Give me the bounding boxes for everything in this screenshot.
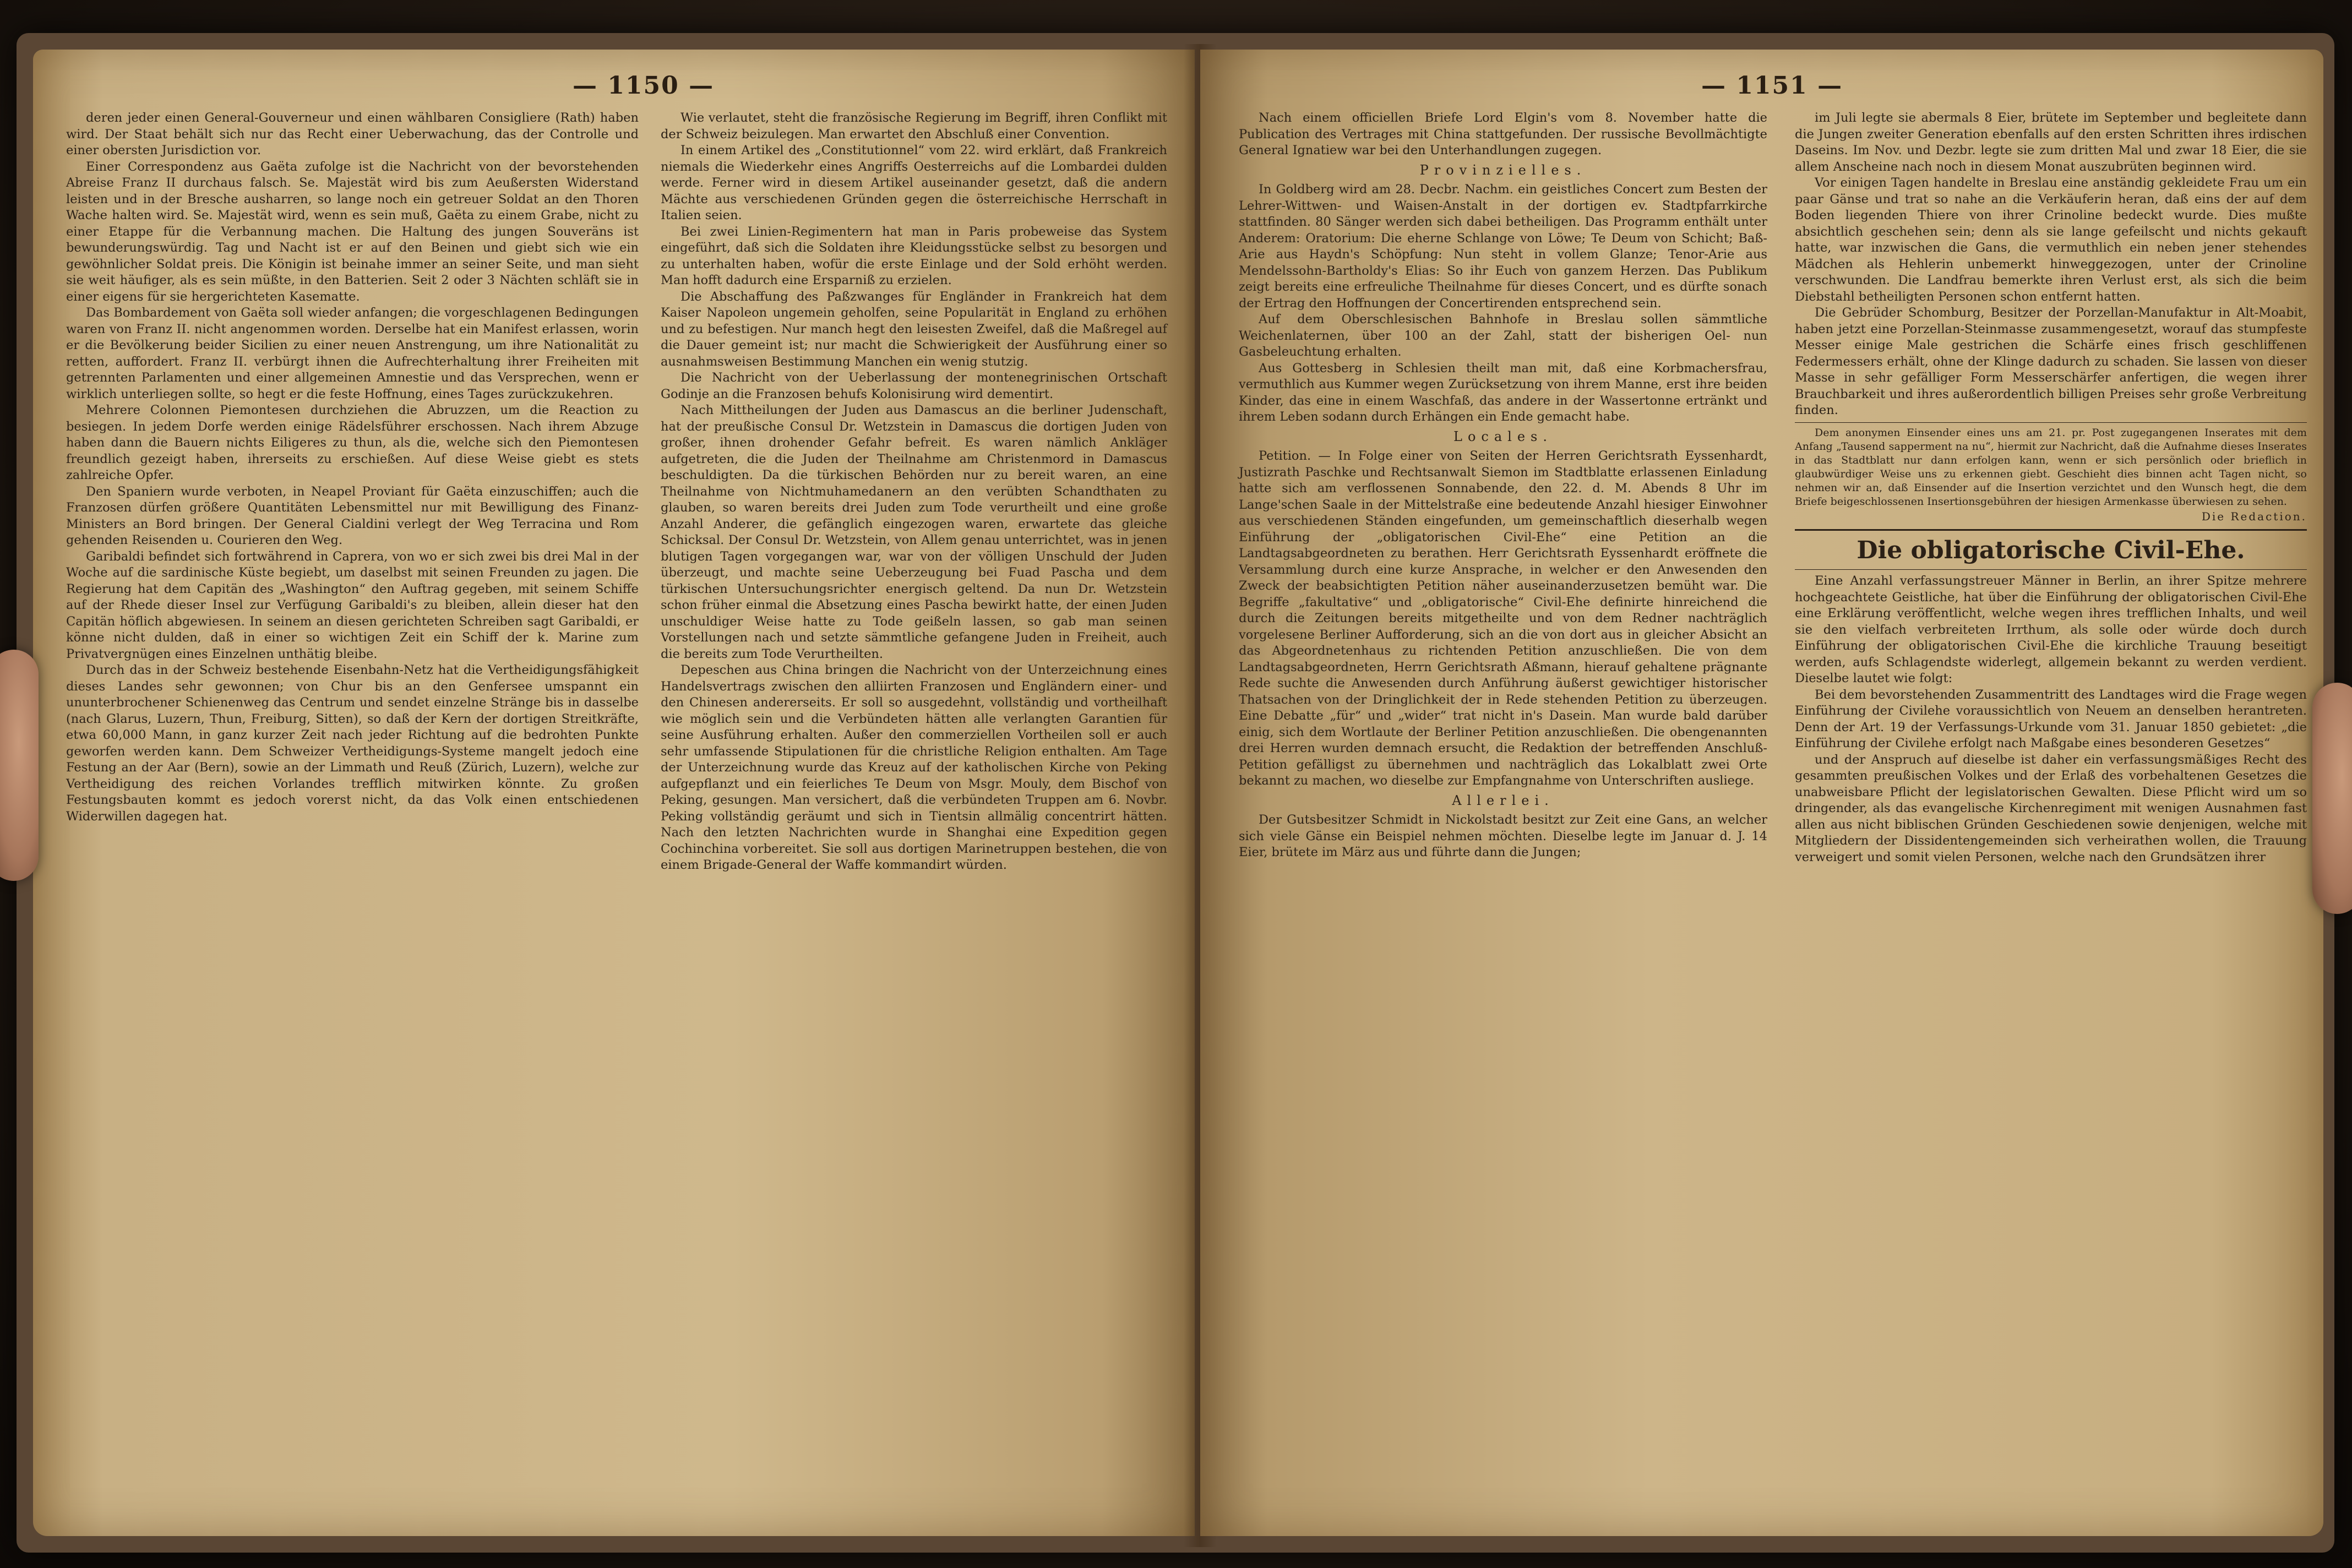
paragraph: deren jeder einen General-Gouverneur und einen wählbaren Consigliere (Rath) haben wird. Der Staat behält sich nur das Recht einer Ueberwachung, das der Controlle und einer obersten Jurisdiction vor.: [66, 111, 639, 157]
paragraph: Den Spaniern wurde verboten, in Neapel Proviant für Gaëta einzuschiffen; auch die Franzosen dürfen größere Quantitäten Lebensmittel nur mit Bewilligung des Finanz-Ministers an Bord bringen. Der General Cialdini verlegt der Weg Terracina und Rom gehenden Reisenden u. Courieren den Weg.: [66, 484, 639, 547]
right-column-2: [1795, 110, 2307, 865]
paragraph: Einer Correspondenz aus Gaëta zufolge ist die Nachricht von der bevorstehenden Abreise Franz II durchaus falsch. Se. Majestät wird bis zum Aeußersten Widerstand leisten und in der Bresche ausharren, so lange noch ein getreuer Soldat an den Thoren Wache halten wird. Se. Majestät wird, wenn es sein muß, Gaëta zu einem Grabe, nicht zu einer Etappe für die Verbannung machen. Die Haltung des jungen Souveräns ist bewunderungswürdig. Tag und Nacht ist er auf den Beinen und giebt sich wie ein gewöhnlicher Soldat preis. Die Königin ist beinahe immer an seiner Seite, und man sieht sie weit häufiger, als es sein müßte, in den Batterien. Seit 2 oder 3 Nächten schläft sie in einer eigens für sie hergerichteten Kasematte.: [66, 159, 639, 304]
divider: [1795, 422, 2307, 423]
paragraph: Aus Gottesberg in Schlesien theilt man mit, daß eine Korbmachersfrau, vermuthlich aus Kummer wegen Zurücksetzung von ihrem Manne, erst ihre beiden Kinder, das eine in einem Waschfaß, das andere in der Wassertonne ertränkt und ihrem Leben sodann durch Erhängen ein Ende gemacht habe.: [1239, 361, 1767, 424]
right-column-1: [1239, 110, 1767, 861]
paragraph: Die Nachricht von der Ueberlassung der montenegrinischen Ortschaft Godinje an die Franzosen behufs Kolonisirung wird dementirt.: [661, 371, 1167, 401]
paragraph: Depeschen aus China bringen die Nachricht von der Unterzeichnung eines Handelsvertrags zwischen den alliirten Franzosen und Engländern einer- und den Chinesen andererseits. Er soll so ausgedehnt, vollständig und vortheilhaft wie möglich sein und die Verbündeten hätten alle verlangten Garantien für seine Ausführung erhalten. Außer den commerziellen Vortheilen soll er auch sehr umfassende Stipulationen für die christliche Religion enthalten. Am Tage der Unterzeichnung wurde das Kreuz auf der katholischen Kirche von Peking aufgepflanzt und ein feierliches Te Deum von Msgr. Mouly, dem Bischof von Peking, gesungen. Man versichert, daß die verbündeten Truppen am 6. Novbr. Peking vollständig geräumt und sich in Tientsin allmälig concentrirt hätten. Nach den letzten Nachrichten wurde in Shanghai eine Expedition gegen Cochinchina vorbereitet. Sie soll aus dortigen Marinetruppen bestehen, die von einem Brigade-General der Waffe kommandirt würden.: [661, 663, 1167, 872]
paragraph: Wie verlautet, steht die französische Regierung im Begriff, ihren Conflikt mit der Schweiz beizulegen. Man erwartet den Abschluß einer Convention.: [661, 111, 1167, 141]
paragraph: Bei zwei Linien-Regimentern hat man in Paris probeweise das System eingeführt, daß sich die Soldaten ihre Kleidungsstücke selbst zu besorgen und zu unterhalten haben, wofür die erste Einlage und der Sold erhöht werden. Man hofft dadurch eine Ersparniß zu erzielen.: [661, 224, 1167, 287]
paragraph: Durch das in der Schweiz bestehende Eisenbahn-Netz hat die Vertheidigungsfähigkeit dieses Landes sehr gewonnen; von Chur bis an den Genfersee umspannt ein ununterbrochener Schienenweg das Centrum und sendet einzelne Stränge bis in dasselbe (nach Glarus, Luzern, Thun, Freiburg, Sitten), so daß der Kern der dortigen Streitkräfte, etwa 60,000 Mann, in ganz kurzer Zeit nach jeder Richtung auf die bedrohten Punkte geworfen werden kann. Dem Schweizer Vertheidigungs-Systeme mangelt jedoch eine Festung an der Aar (Bern), sowie an der Limmath und Reuß (Zürich, Luzern), welche zur Vertheidigung des reichen Vorlandes trefflich mitwirken könnte. Zu großen Festungsbauten kommt es jedoch vorerst nicht, da das Volk einen entschiedenen Widerwillen dagegen hat.: [66, 663, 639, 824]
left-column-1: [66, 110, 639, 825]
paragraph: In einem Artikel des „Constitutionnel“ vom 22. wird erklärt, daß Frankreich niemals die Wiederkehr eines Angriffs Oesterreichs auf die Lombardei dulden werde. Ferner wird in diesem Artikel auseinander gesetzt, daß die andern Mächte aus verschiedenen Gründen gegen die österreichische Herrschaft in Italien seien.: [661, 143, 1167, 222]
page-number-right: — 1151 —: [1701, 72, 1843, 100]
paragraph: Auf dem Oberschlesischen Bahnhofe in Breslau sollen sämmtliche Weichenlaternen, über 100 an der Zahl, statt der bisherigen Oel- nun Gasbeleuchtung erhalten.: [1239, 312, 1767, 359]
left-page: [33, 50, 1195, 1536]
paragraph: Nach einem officiellen Briefe Lord Elgin's vom 8. November hatte die Publication des Vertrages mit China stattgefunden. Der russische Bevollmächtigte General Ignatiew war bei den Unterhandlungen zugegen.: [1239, 111, 1767, 157]
left-column-2: [661, 110, 1167, 874]
section-heading-provinzielles: Provinzielles.: [1419, 162, 1587, 178]
editorial-notice: Dem anonymen Einsender eines uns am 21. pr. Post zugegangenen Inserates mit dem Anfang „Tausend sapperment na nu“, hiermit zur Nachricht, daß die Aufnahme dieses Inserates in das Stadtblatt nur dann erfolgen kann, wenn er sich persönlich oder brieflich in glaubwürdiger Weise uns zu erkennen giebt. Geschieht dies binnen acht Tagen nicht, so nehmen wir an, daß Einsender auf die Insertion verzichtet und den Wunsch hegt, die dem Briefe beigeschlossenen Insertionsgebühren der hiesigen Armenkasse überwiesen zu sehen.: [1795, 426, 2307, 508]
section-heading-allerlei: Allerlei.: [1452, 792, 1554, 808]
page-number-left: — 1150 —: [573, 72, 715, 100]
editorial-signature: Die Redaction.: [2201, 509, 2307, 523]
paragraph: Die Gebrüder Schomburg, Besitzer der Porzellan-Manufaktur in Alt-Moabit, haben jetzt eine Porzellan-Steinmasse zusammengesetzt, worauf das stumpfeste Messer einige Male gestrichen die Schärfe eines frisch geschliffenen Federmessers erhält, ohne der Klinge dadurch zu schaden. Sie lassen von dieser Masse in sehr gefälliger Form Messerschärfer anfertigen, die wegen ihrer Brauchbarkeit und ihres außerordentlich billigen Preises sehr große Verbreitung finden.: [1795, 306, 2307, 417]
right-thumb: [2312, 683, 2352, 914]
paragraph: Petition. — In Folge einer von Seiten der Herren Gerichtsrath Eyssenhardt, Justizrath Paschke und Rechtsanwalt Siemon im Stadtblatte erlassenen Einladung hatte sich am verflossenen Sonnabende, den 22. d. M. Abends 8 Uhr im Lange'schen Saale in der Mittelstraße eine bedeutende Anzahl hiesiger Einwohner aus verschiedenen Ständen eingefunden, um gemeinschaftlich dieserhalb wegen Einführung der „obligatorischen Civil-Ehe“ eine Petition an die Landtagsabgeordneten zu berathen. Herr Gerichtsrath Eyssenhardt eröffnete die Versammlung durch eine kurze Ansprache, in welcher er den Anwesenden den Zweck der beabsichtigten Petition näher auseinanderzusetzen bemüht war. Die Begriffe „fakultative“ und „obligatorische“ Civil-Ehe definirte hinreichend die durch die Zeitungen bereits mitgetheilte und von dem Redner nachträglich vorgelesene Berliner Aufforderung, sich an die von dort aus in gleicher Absicht an das Abgeordnetenhaus zu richtenden Petition anzuschließen. Die von dem Landtagsabgeordneten, Herrn Gerichtsrath Aßmann, hierauf gehaltene prägnante Rede suchte die Anwesenden durch Anführung äußerst gewichtiger historischer Thatsachen von der Dringlichkeit der in Rede stehenden Petition zu überzeugen. Eine Debatte „für“ und „wider“ trat nicht in's Dasein. Man wurde bald darüber einig, sich dem Wortlaute der Berliner Petition anzuschließen. Die obengenannten drei Herren wurden demnach ersucht, die Redaktion der betreffenden Anschluß-Petition gefälligst zu übernehmen und nachträglich das Lokalblatt zwei Orte bekannt zu machen, wo dieselbe zur Empfangnahme von Unterschriften ausliege.: [1239, 449, 1767, 788]
section-heading-locales: Locales.: [1453, 428, 1553, 444]
paragraph: Mehrere Colonnen Piemontesen durchziehen die Abruzzen, um die Reaction zu besiegen. In jedem Dorfe werden einige Rädelsführer erschossen. Nach ihrem Abzuge haben dann die Bauern nichts Eiligeres zu thun, als die, welche sich den Piemontesen freundlich gezeigt haben, ihrerseits zu erschießen. Auf diese Weise giebt es stets zahlreiche Opfer.: [66, 403, 639, 482]
left-thumb: [0, 650, 39, 881]
paragraph: Vor einigen Tagen handelte in Breslau eine anständig gekleidete Frau um ein paar Gänse und trat so nahe an die Verkäuferin heran, daß eins der auf dem Boden liegenden Thiere von ihrer Crinoline bedeckt wurde. Dies mußte absichtlich geschehen sein; denn als sie lange gefeilscht und nichts gekauft hatte, war inzwischen die Gans, die vermuthlich ein neben jener stehendes Mädchen als Hehlerin unbemerkt hinweggezogen, unter der Crinoline verschwunden. Die Landfrau bemerkte ihren Verlust erst, als sich die beim Diebstahl betheiligten Personen schon entfernt hatten.: [1795, 176, 2307, 304]
paragraph: Der Gutsbesitzer Schmidt in Nickolstadt besitzt zur Zeit eine Gans, an welcher sich viele Gänse ein Beispiel nehmen möchten. Dieselbe legte im Januar d. J. 14 Eier, brütete im März aus und führte dann die Jungen;: [1239, 813, 1767, 859]
paragraph: Das Bombardement von Gaëta soll wieder anfangen; die vorgeschlagenen Bedingungen waren von Franz II. nicht angenommen worden. Derselbe hat ein Manifest erlassen, worin er die Bevölkerung beider Sicilien zu einer neuen Anstrengung, um ihre Nationalität zu retten, auffordert. Franz II. verbürgt ihnen die Aufrechterhaltung ihrer Freiheiten mit getrennten Parlamenten und einer allgemeinen Amnestie und das Versprechen, wenn er wirklich unterliegen sollte, so hegt er die feste Hoffnung, eines Tages zurückzukehren.: [66, 306, 639, 401]
divider: [1795, 569, 2307, 570]
paragraph: Garibaldi befindet sich fortwährend in Caprera, von wo er sich zwei bis drei Mal in der Woche auf die sardinische Küste begiebt, um daselbst mit seinen Freunden zu jagen. Die Regierung hat dem Capitän des „Washington“ den Auftrag gegeben, mit seinem Schiffe auf der Rhede dieser Insel zur Verfügung Garibaldi's zu bleiben, allein dieser hat den Capitän höflich abgewiesen. In seinem an diesen gerichteten Schreiben sagt Garibaldi, er könne nicht dulden, daß in einer so wichtigen Zeit ein Schiff der k. Marine zum Privatvergnügen eines Einzelnen unthätig bleibe.: [66, 549, 639, 661]
paragraph: und der Anspruch auf dieselbe ist daher ein verfassungsmäßiges Recht des gesammten preußischen Volkes und der Erlaß des vorbehaltenen Gesetzes die unabweisbare Pflicht der legislatorischen Gewalten. Diese Pflicht wird um so dringender, als das evangelische Kirchenregiment mit wenigen Ausnahmen fast allen aus nicht biblischen Gründen Geschiedenen sowie denjenigen, welche mit Mitgliedern der Dissidentengemeinden sich verheirathen wollen, die Trauung verweigert und somit vielen Personen, welche nach den Grundsätzen ihrer: [1795, 752, 2307, 864]
article-headline: Die obligatorische Civil-Ehe.: [1856, 536, 2245, 564]
paragraph: Nach Mittheilungen der Juden aus Damascus an die berliner Judenschaft, hat der preußische Consul Dr. Wetzstein in Damascus die dortigen Juden von großer, ihnen drohender Gefahr befreit. Es waren nämlich Ankläger aufgetreten, die die Juden der Theilnahme am Christenmord in Damascus beschuldigten. Da die türkischen Behörden nur zu bereit waren, an eine Theilnahme von Nichtmuhamedanern an den verübten Schandthaten zu glauben, so waren bereits drei Juden zum Tode verurtheilt und eine große Anzahl Anderer, die gefänglich eingezogen waren, erwartete das gleiche Schicksal. Der Consul Dr. Wetzstein, von Allem genau unterrichtet, was in jenen blutigen Tagen vorgegangen war, war von der völligen Unschuld der Juden überzeugt, und machte seine Ueberzeugung bei Fuad Pascha und dem türkischen Untersuchungsrichter energisch geltend. Da nun Dr. Wetzstein schon früher einmal die Absetzung eines Pascha bewirkt hatte, der einen Juden unschuldiger Weise hatte zu Tode geißeln lassen, so gab man seinen Vorstellungen nach und setzte sämmtliche gefangene Juden in Freiheit, auch die bereits zum Tode Verurtheilten.: [661, 403, 1167, 661]
paragraph: Eine Anzahl verfassungstreuer Männer in Berlin, an ihrer Spitze mehrere hochgeachtete Geistliche, hat über die Einführung der obligatorischen Civil-Ehe eine Erklärung veröffentlicht, welche wegen ihres trefflichen Inhalts, und weil sie den vielfach verbreiteten Irrthum, als solle oder würde doch durch Einführung der obligatorischen Civil-Ehe die kirchliche Trauung beseitigt werden, aufs Schlagendste widerlegt, allgemein bekannt zu werden verdient. Dieselbe lautet wie folgt:: [1795, 574, 2307, 685]
paragraph: im Juli legte sie abermals 8 Eier, brütete im September und begleitete dann die Jungen zweiter Generation ebenfalls auf den ersten Schritten ihres irdischen Daseins. Im Nov. und Dezbr. legte sie zum dritten Mal und zwar 18 Eier, die sie allem Anscheine nach noch in diesem Monat auszubrüten beginnen wird.: [1795, 111, 2307, 174]
paragraph: Bei dem bevorstehenden Zusammentritt des Landtages wird die Frage wegen Einführung der Civilehe voraussichtlich von Neuem an denselben herantreten. Denn der Art. 19 der Verfassungs-Urkunde vom 31. Januar 1850 gebietet: „die Einführung der Civilehe erfolgt nach Maßgabe eines besonderen Gesetzes“: [1795, 687, 2307, 750]
open-book: [17, 33, 2334, 1553]
divider: [1795, 529, 2307, 531]
right-page: [1200, 50, 2323, 1536]
paragraph: In Goldberg wird am 28. Decbr. Nachm. ein geistliches Concert zum Besten der Lehrer-Wittwen- und Waisen-Anstalt in der dortigen ev. Stadtpfarrkirche stattfinden. 80 Sänger werden sich dabei betheiligen. Das Programm enthält unter Anderem: Oratorium: Die eherne Schlange von Löwe; Te Deum von Schicht; Baß-Arie aus Haydn's Schöpfung: Nun steht in vollem Glanze; Tenor-Arie aus Mendelssohn-Bartholdy's Elias: So ihr Euch von ganzem Herzen. Das Publikum zeigt bereits eine erfreuliche Theilnahme für dieses Concert, und es dürfte sonach der Ertrag den Hoffnungen der Concertirenden entsprechend sein.: [1239, 182, 1767, 311]
paragraph: Die Abschaffung des Paßzwanges für Engländer in Frankreich hat dem Kaiser Napoleon ungemein geholfen, seine Popularität in England zu erhöhen und zu befestigen. Nur manch hegt den leisesten Zweifel, daß die Maßregel auf die Dauer gemeint ist; nur macht die Schwierigkeit der Ausführung einer so ausnahmsweisen Bestimmung Manchen ein wenig stutzig.: [661, 289, 1167, 369]
